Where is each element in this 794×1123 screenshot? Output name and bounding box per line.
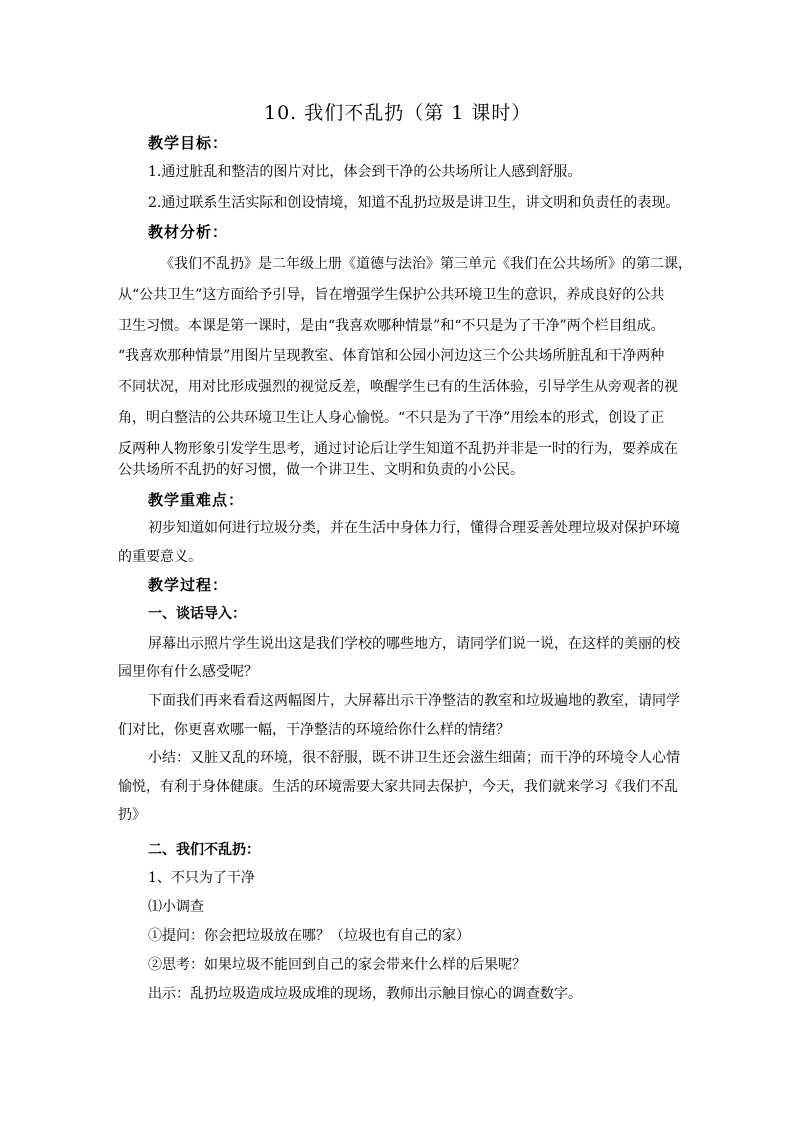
analysis-line: 公共场所不乱扔的好习惯，做一个讲卫生、文明和负责的小公民。 xyxy=(118,462,524,478)
section1-paragraph-line: 园里你有什么感受呢？ xyxy=(118,664,258,680)
analysis-heading: 教材分析： xyxy=(148,223,229,241)
objective-item: 1.通过脏乱和整洁的图片对比，体会到干净的公共场所让人感到舒服。 xyxy=(148,164,582,180)
section2-line: ⑴小调查 xyxy=(148,899,204,915)
analysis-line: 《我们不乱扔》是二年级上册《道德与法治》第三单元《我们在公共场所》的第二课， xyxy=(160,256,692,272)
section1-paragraph-line: 下面我们再来看看这两幅图片，大屏幕出示干净整洁的教室和垃圾遍地的教室，请同学 xyxy=(148,693,680,709)
section2-line: ②思考：如果垃圾不能回到自己的家会带来什么样的后果呢？ xyxy=(148,957,526,973)
page-title: 10. 我们不乱扔（第 1 课时） xyxy=(264,102,532,124)
key-points-line: 初步知道如何进行垃圾分类，并在生活中身体力行，懂得合理妥善处理垃圾对保护环境 xyxy=(148,520,680,536)
analysis-line: 角，明白整洁的公共环境卫生让人身心愉悦。“不只是为了干净”用绘本的形式，创设了正 xyxy=(118,410,665,426)
section1-heading: 一、谈话导入： xyxy=(148,606,246,622)
section2-line: ①提问：你会把垃圾放在哪？（垃圾也有自己的家） xyxy=(148,928,470,944)
objectives-heading: 教学目标： xyxy=(148,134,229,152)
analysis-line: 反两种人物形象引发学生思考，通过讨论后让学生知道不乱扔并非是一时的行为，要养成在 xyxy=(118,441,678,457)
summary-line: 小结：又脏又乱的环境，很不舒服，既不讲卫生还会滋生细菌；而干净的环境令人心情 xyxy=(148,750,680,766)
section1-paragraph-line: 们对比，你更喜欢哪一幅，干净整洁的环境给你什么样的情绪？ xyxy=(118,722,510,738)
section1-paragraph-line: 屏幕出示照片学生说出这是我们学校的哪些地方，请同学们说一说，在这样的美丽的校 xyxy=(148,636,680,652)
objective-item: 2.通过联系生活实际和创设情境，知道不乱扔垃圾是讲卫生，讲文明和负责任的表现。 xyxy=(148,195,680,211)
analysis-line: 不同状况，用对比形成强烈的视觉反差，唤醒学生已有的生活体验，引导学生从旁观者的视 xyxy=(118,379,678,395)
process-heading: 教学过程： xyxy=(148,576,229,594)
section2-heading: 二、我们不乱扔： xyxy=(148,842,260,858)
key-points-line: 的重要意义。 xyxy=(118,549,202,565)
analysis-line: 从“公共卫生”这方面给予引导，旨在增强学生保护公共环境卫生的意识，养成良好的公共 xyxy=(118,287,665,303)
summary-line: 扔》 xyxy=(118,807,146,823)
section2-line: 出示：乱扔垃圾造成垃圾成堆的现场，教师出示触目惊心的调查数字。 xyxy=(148,986,582,1002)
analysis-line: “我喜欢那种情景”用图片呈现教室、体育馆和公园小河边这三个公共场所脏乱和干净两种 xyxy=(118,348,665,364)
analysis-line: 卫生习惯。本课是第一课时，是由“我喜欢哪种情景”和“不只是为了干净”两个栏目组成。 xyxy=(118,318,665,334)
summary-line: 愉悦，有利于身体健康。生活的环境需要大家共同去保护，今天，我们就来学习《我们不乱 xyxy=(118,779,678,795)
key-points-heading: 教学重难点： xyxy=(148,491,245,509)
section2-line: 1、不只为了干净 xyxy=(148,870,255,886)
